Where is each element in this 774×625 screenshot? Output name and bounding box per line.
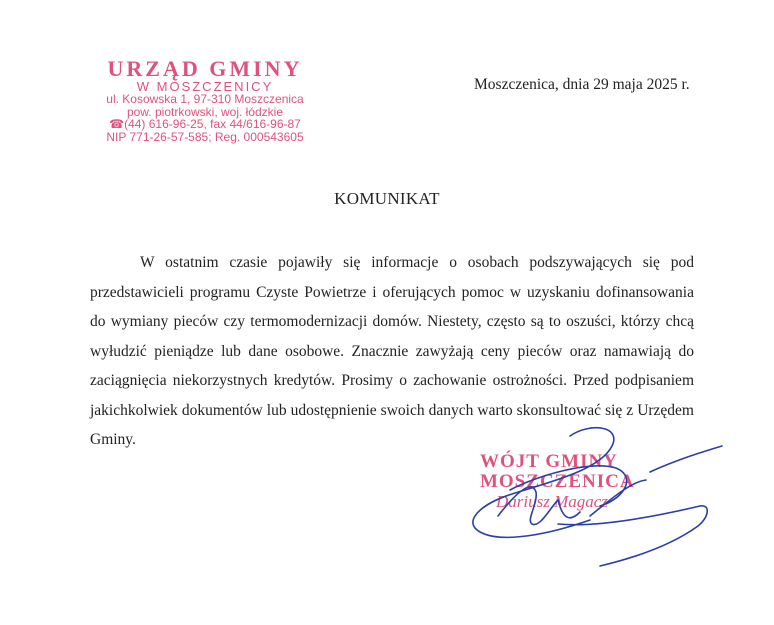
stamp-subtitle: W MOSZCZENICY <box>136 79 274 94</box>
signature-stamp-title: WÓJT GMINY <box>480 451 618 472</box>
stamp-region: pow. piotrkowski, woj. łódzkie <box>126 104 284 119</box>
date-line: Moszczenica, dnia 29 maja 2025 r. <box>474 76 690 93</box>
signature-stamp-name: Dariusz Magacz <box>496 492 608 511</box>
handwritten-signature <box>440 420 730 570</box>
stamp-address: ul. Kosowska 1, 97-310 Moszczenica <box>106 92 304 106</box>
stamp-phone: ☎(44) 616-96-25, fax 44/616-96-87 <box>109 117 301 131</box>
office-stamp <box>92 58 318 143</box>
body-paragraph: W ostatnim czasie pojawiły się informacje o osobach podszywających się pod przedstawicieli programu Czyste Powietrze i oferujących pomoc w uzyskaniu dofinansowania do wymiany pieców czy termomodernizacji domów. Niestety, często są to oszuści, którzy chcą wyłudzić pieniądze lub dane osobowe. Znacznie zawyżają ceny pieców oraz namawiają do zaciągnięcia niekorzystnych kredytów. Prosimy o zachowanie ostrożności. Przed podpisaniem jakichkolwiek dokumentów lub udostępnienie swoich danych warto skonsultować się z Urzędem Gminy. <box>90 254 694 448</box>
stamp-nip: NIP 771-26-57-585; Reg. 000543605 <box>106 129 304 144</box>
stamp-title: URZĄD GMINY <box>107 56 303 81</box>
signature-stamp-place: MOSZCZENICA <box>480 471 635 492</box>
page-title: KOMUNIKAT <box>334 189 440 208</box>
